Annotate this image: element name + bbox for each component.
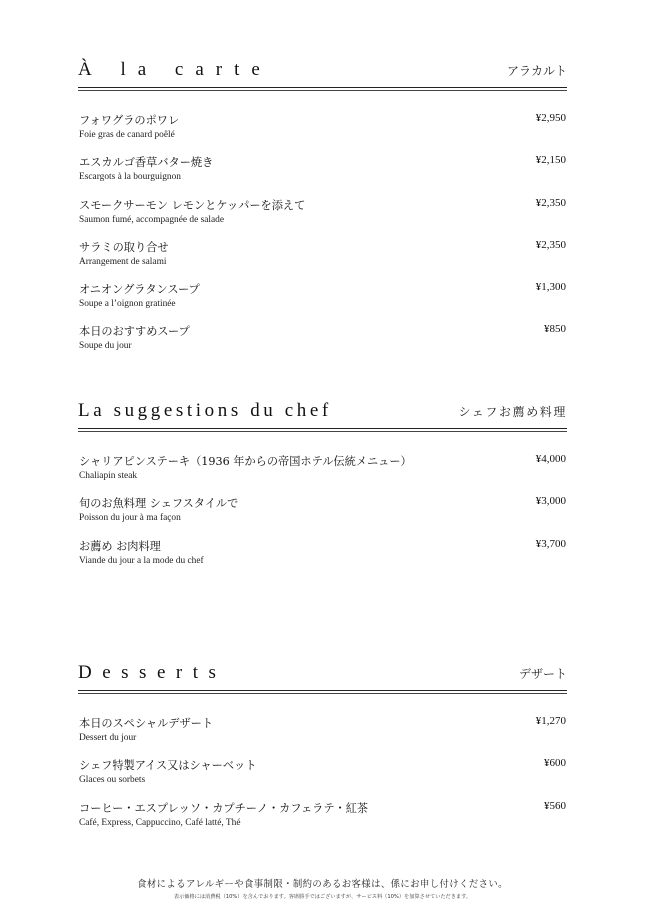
item-name-ja: 旬のお魚料理 シェフスタイルで bbox=[79, 497, 239, 511]
item-name-ja: コーヒー・エスプレッソ・カプチーノ・カフェラテ・紅茶 bbox=[79, 801, 369, 815]
menu-item-list bbox=[78, 453, 567, 580]
item-name-ja: シャリアピンステーキ（1936 年からの帝国ホテル伝統メニュー） bbox=[79, 455, 412, 468]
section-rule-secondary bbox=[78, 90, 567, 91]
item-price: ¥2,150 bbox=[535, 154, 566, 167]
section-rule-secondary bbox=[78, 693, 567, 694]
item-name-ja: スモークサーモン レモンとケッパーを添えて bbox=[79, 198, 306, 212]
menu-item bbox=[78, 800, 567, 842]
item-name-fr: Saumon fumé, accompagnée de salade bbox=[79, 214, 224, 225]
menu-item bbox=[78, 112, 567, 154]
menu-item bbox=[78, 538, 567, 580]
item-name-ja: 本日のスペシャルデザート bbox=[79, 717, 214, 730]
item-name-ja: 本日のおすすめスープ bbox=[79, 325, 190, 339]
price-tax-notice: 表示価格には消費税（10%）を含んでおります。客席勝手ではございますが、サービス料（10%）を加算させていただきます。 bbox=[173, 894, 472, 900]
item-name-ja: フォワグラのポワレ bbox=[79, 114, 180, 127]
menu-item bbox=[78, 154, 567, 196]
item-price: ¥2,350 bbox=[535, 238, 566, 251]
menu-item bbox=[78, 453, 567, 495]
item-price: ¥850 bbox=[544, 323, 566, 336]
section-rule bbox=[78, 428, 567, 429]
item-price: ¥3,700 bbox=[535, 537, 566, 550]
item-name-fr: Dessert du jour bbox=[79, 733, 137, 743]
item-name-ja: オニオングラタンスープ bbox=[79, 283, 200, 297]
section-subtitle: デザート bbox=[518, 667, 567, 681]
allergy-notice: 食材によるアレルギーや食事制限・制約のあるお客様は、係にお申し付けください。 bbox=[137, 879, 508, 890]
menu-item bbox=[78, 323, 567, 365]
section-header bbox=[78, 57, 567, 87]
item-name-fr: Foie gras de canard poêlé bbox=[79, 130, 175, 140]
menu-item bbox=[78, 757, 567, 799]
section-title: La suggestions du chef bbox=[78, 400, 332, 421]
item-price: ¥2,350 bbox=[535, 196, 566, 209]
section-title: À la carte bbox=[78, 59, 272, 80]
section-title: Desserts bbox=[78, 662, 227, 683]
item-price: ¥1,270 bbox=[535, 715, 566, 727]
item-name-fr: Soupe du jour bbox=[79, 341, 132, 352]
menu-item bbox=[78, 495, 567, 537]
menu-item-list bbox=[78, 112, 567, 366]
section-header bbox=[78, 398, 567, 428]
menu-item bbox=[78, 197, 567, 239]
section-rule bbox=[78, 87, 567, 88]
item-name-fr: Escargots à la bourguignon bbox=[79, 172, 181, 183]
item-name-ja: お薦め お肉料理 bbox=[79, 539, 161, 553]
item-name-fr: Soupe a l’oignon gratinée bbox=[79, 299, 176, 310]
item-name-fr: Poisson du jour à ma façon bbox=[79, 513, 181, 524]
item-price: ¥600 bbox=[544, 757, 566, 770]
item-price: ¥3,000 bbox=[535, 495, 566, 508]
section-header bbox=[78, 660, 567, 690]
item-name-ja: エスカルゴ香草バター焼き bbox=[79, 156, 214, 170]
item-name-fr: Glaces ou sorbets bbox=[79, 775, 146, 786]
section-a-la-carte bbox=[78, 57, 567, 366]
menu-item bbox=[78, 281, 567, 323]
section-subtitle: アラカルト bbox=[506, 64, 567, 78]
section-suggestions-du-chef bbox=[78, 398, 567, 580]
section-desserts bbox=[78, 660, 567, 842]
item-name-fr: Café, Express, Cappuccino, Café latté, Thé bbox=[79, 817, 241, 828]
item-name-ja: サラミの取り合せ bbox=[79, 240, 169, 254]
menu-item-list bbox=[78, 715, 567, 842]
item-price: ¥1,300 bbox=[535, 281, 566, 294]
item-price: ¥2,950 bbox=[535, 112, 566, 124]
section-subtitle: シェフお薦め料理 bbox=[458, 405, 567, 419]
item-name-fr: Viande du jour a la mode du chef bbox=[79, 555, 204, 566]
item-price: ¥4,000 bbox=[535, 453, 566, 465]
item-name-ja: シェフ特製アイス又はシャーベット bbox=[79, 759, 257, 773]
menu-item bbox=[78, 715, 567, 757]
menu-item bbox=[78, 239, 567, 281]
section-rule-secondary bbox=[78, 431, 567, 432]
item-name-fr: Chaliapin steak bbox=[79, 471, 138, 481]
section-rule bbox=[78, 690, 567, 691]
item-price: ¥560 bbox=[544, 799, 566, 812]
item-name-fr: Arrangement de salami bbox=[79, 256, 167, 267]
